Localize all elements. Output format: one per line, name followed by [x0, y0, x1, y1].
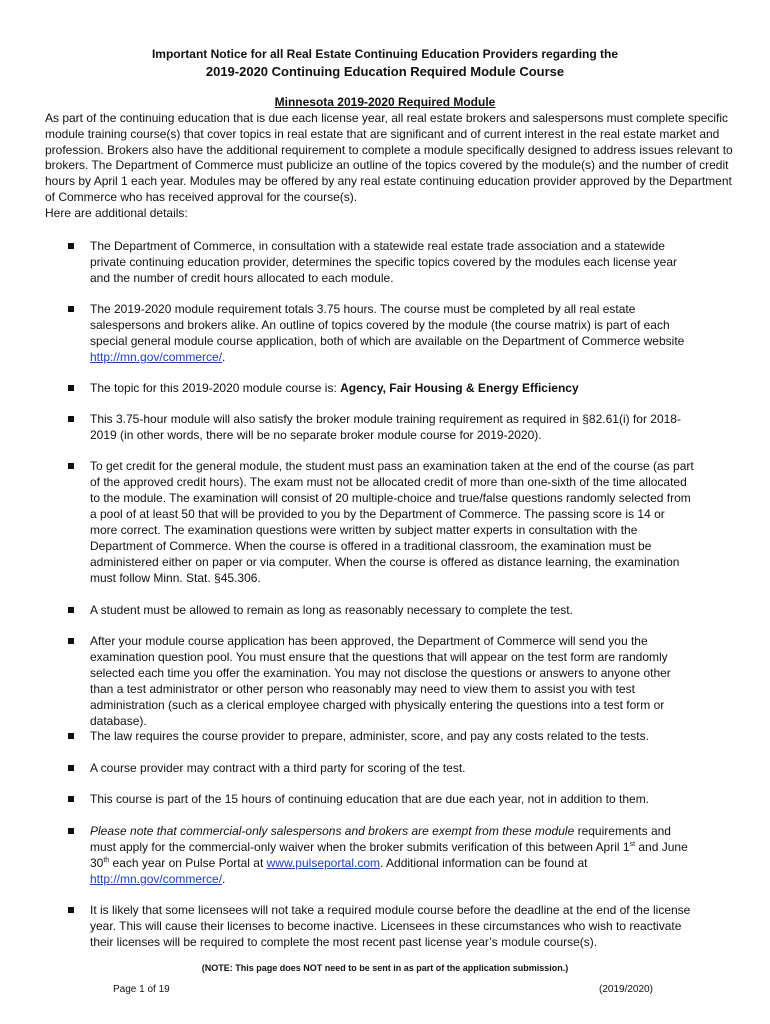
- bullet-marker: [68, 416, 74, 422]
- module-topic: Agency, Fair Housing & Energy Efficiency: [340, 381, 579, 395]
- details-label: Here are additional details:: [45, 205, 188, 220]
- bullet-text: The topic for this 2019-2020 module course is:: [90, 381, 341, 395]
- bullet-marker: [68, 306, 74, 312]
- bullet-item-5: [90, 458, 695, 586]
- bullet-text: The 2019-2020 module requirement totals 3.75 hours. The course must be completed by all real estate salespersons and brokers alike. An outline of topics covered by the module (the course matrix) is part of each special general module course application, both of which are available on the Department of Commerce website: [90, 302, 685, 348]
- punctuation: .: [222, 350, 226, 364]
- bullet-item-9: [90, 760, 695, 776]
- bullet-item-2: [90, 301, 695, 365]
- superscript: th: [103, 857, 110, 864]
- notice-title: Important Notice for all Real Estate Continuing Education Providers regarding the: [151, 47, 619, 61]
- bullet-marker: [68, 607, 74, 613]
- superscript: st: [629, 841, 636, 848]
- bullet-item-6: [90, 602, 695, 618]
- bullet-marker: [68, 796, 74, 802]
- bullet-item-4: [90, 411, 695, 443]
- bullet-marker: [68, 463, 74, 469]
- bullet-text: The law requires the course provider to prepare, administer, score, and pay any costs related to the tests.: [90, 729, 649, 743]
- bullet-marker: [68, 638, 74, 644]
- bullet-text: This course is part of the 15 hours of continuing education that are due each year, not in addition to them.: [90, 792, 650, 806]
- bullet-marker: [68, 243, 74, 249]
- bullet-text: To get credit for the general module, the student must pass an examination taken at the end of the course (as part of the approved credit hours). The exam must not be allocated credit of more than one-sixth of the time allocated to the module. The examination will consist of 20 multiple-choice and true/false questions randomly selected from a pool of at least 50 that will be provided to you by the Department of Commerce. The passing score is 14 or more correct. The examination questions were written by subject matter experts in consultation with the Department of Commerce. When the course is offered in a traditional classroom, the examination must be administered either on paper or via computer. When the course is offered as distance learning, the examination must follow Minn. Stat. §45.306.: [90, 459, 694, 585]
- bullet-text: It is likely that some licensees will not take a required module course before the deadline at the end of the license year. This will cause their licenses to become inactive. Licensees in these circumstances who wish to reactivate their licenses will be required to complete the most recent past license year’s module course(s).: [90, 903, 691, 949]
- commerce-link[interactable]: http://mn.gov/commerce/: [90, 872, 223, 886]
- intro-paragraph: As part of the continuing education that is due each license year, all real estate brokers and salespersons must complete specific module training course(s) that cover topics in real estate that are significant and of current interest in the real estate market and profession. Brokers also have the additional requirement to complete a module specifically designed to address issues relevant to brokers. The Department of Commerce must publicize an outline of the topics covered by the module(s) and the number of credit hours by April 1 each year. Modules may be offered by any real estate continuing education provider approved by the Department of Commerce who has received approval for the course(s).: [45, 111, 733, 204]
- bullet-text: This 3.75-hour module will also satisfy the broker module training requirement as required in §82.61(i) for 2018-2019 (in other words, there will be no separate broker module course for 2019-2020).: [90, 412, 681, 442]
- bullet-text: After your module course application has been approved, the Department of Commerce will send you the examination question pool. You must ensure that the questions that will appear on the test form are randomly selected each time you offer the examination. You may not disclose the questions or answers to anyone other than a test administrator or other person who reasonably may need to view them to assist you with test administration (such as a clerical employee charged with physically entering the questions into a test form or database).: [90, 634, 671, 728]
- bullet-text: and June 30: [90, 840, 688, 870]
- bullet-item-12: [90, 902, 695, 950]
- footer-year: (2019/2020): [599, 984, 653, 995]
- bullet-item-10: [90, 791, 695, 807]
- intro-block: [45, 111, 735, 222]
- bullet-item-11: [90, 823, 695, 887]
- bullet-marker: [68, 385, 74, 391]
- commerce-link[interactable]: http://mn.gov/commerce/: [90, 350, 223, 364]
- bullet-text: A student must be allowed to remain as long as reasonably necessary to complete the test.: [90, 603, 573, 617]
- bullet-item-3: [90, 380, 695, 396]
- bullet-text: . Additional information can be found at: [380, 856, 588, 870]
- pulseportal-link[interactable]: www.pulseportal.com: [266, 856, 381, 870]
- punctuation: .: [222, 872, 226, 886]
- bullet-marker: [68, 828, 74, 834]
- exemption-note: Please note that commercial-only salespersons and brokers are exempt from these module: [90, 824, 575, 838]
- bullet-marker: [68, 907, 74, 913]
- bullet-text: requirements and must apply for the commercial-only waiver when the broker submits verification of this between April 1: [90, 824, 671, 854]
- section-heading: Minnesota 2019-2020 Required Module: [274, 95, 496, 109]
- submission-note: (NOTE: This page does NOT need to be sent in as part of the application submission.): [201, 963, 569, 973]
- bullet-text: A course provider may contract with a third party for scoring of the test.: [90, 761, 466, 775]
- bullet-marker: [68, 765, 74, 771]
- page-number: Page 1 of 19: [113, 984, 170, 995]
- bullet-text: The Department of Commerce, in consultation with a statewide real estate trade association and a statewide private continuing education provider, determines the specific topics covered by the modules each license year and the number of credit hours allocated to each module.: [90, 239, 677, 285]
- bullet-item-8: [90, 728, 695, 744]
- bullet-marker: [68, 733, 74, 739]
- bullet-item-7: [90, 633, 695, 729]
- notice-subtitle: 2019-2020 Continuing Education Required Module Course: [205, 64, 565, 79]
- bullet-text: each year on Pulse Portal at: [109, 856, 267, 870]
- bullet-item-1: [90, 238, 695, 286]
